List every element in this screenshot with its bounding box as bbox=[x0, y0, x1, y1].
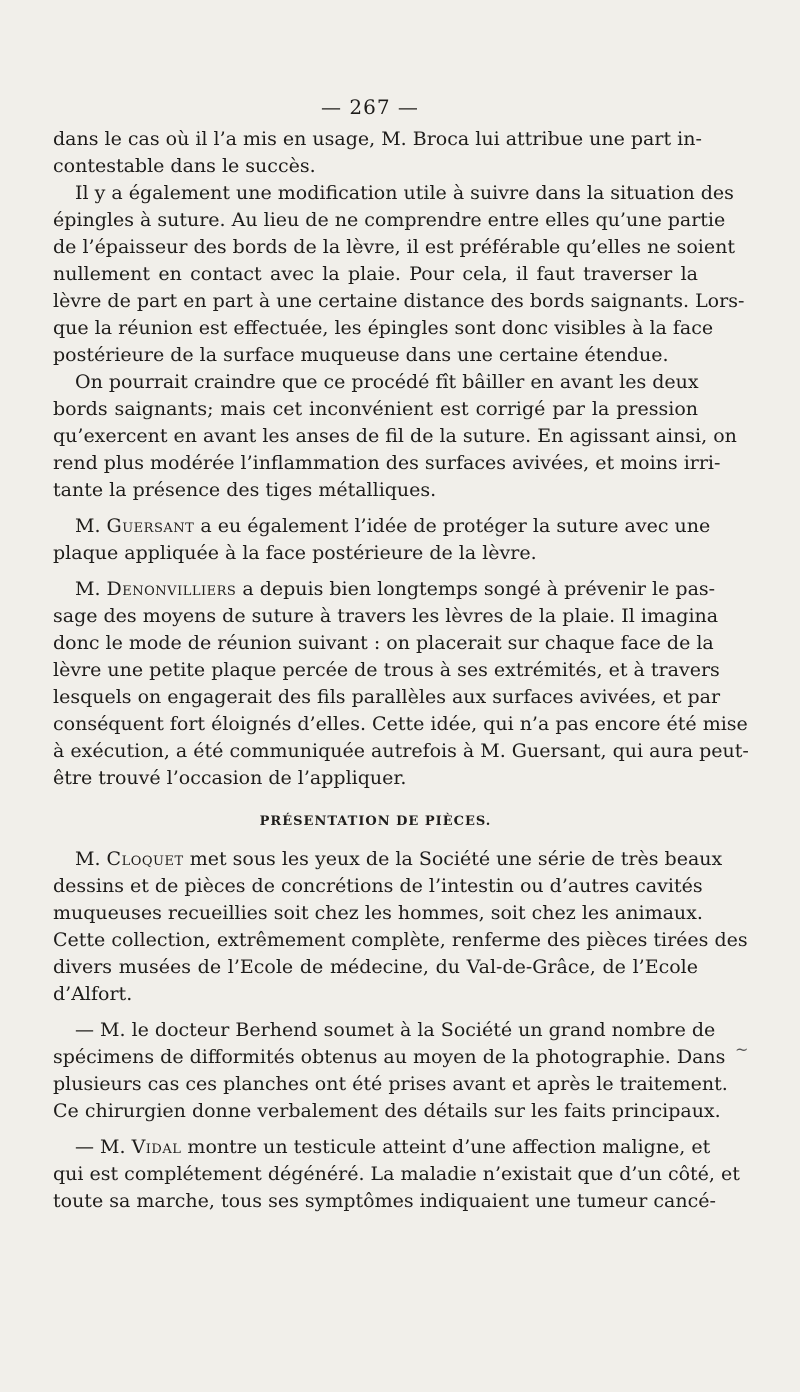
paragraph bbox=[53, 1134, 740, 1215]
text-line: postérieure de la surface muqueuse dans une certaine étendue. bbox=[53, 344, 669, 366]
text-line: lèvre une petite plaque percée de trous à ses extrémités, et à travers bbox=[53, 659, 720, 681]
text-line: conséquent fort éloignés d’elles. Cette idée, qui n’a pas encore été mise bbox=[53, 713, 748, 735]
text-line: qu’exercent en avant les anses de fil de la suture. En agissant ainsi, on bbox=[53, 425, 737, 447]
paragraph bbox=[53, 1017, 728, 1125]
name-prefix: M. bbox=[75, 848, 107, 870]
paragraph bbox=[53, 126, 702, 180]
text-line: sage des moyens de suture à travers les lèvres de la plaie. Il imagina bbox=[53, 605, 719, 627]
line-text: a depuis bien longtemps songé à prévenir le pas- bbox=[236, 578, 716, 600]
person-name: Vidal bbox=[131, 1136, 182, 1158]
text-line: être trouvé l’occasion de l’appliquer. bbox=[53, 767, 407, 789]
name-prefix: M. bbox=[75, 578, 107, 600]
text-line: Cette collection, extrêmement complète, renferme des pièces tirées des bbox=[53, 929, 748, 951]
text-line: spécimens de difformités obtenus au moyen de la photographie. Dans bbox=[53, 1046, 726, 1068]
text-line: d’Alfort. bbox=[53, 983, 133, 1005]
margin-mark: ~ bbox=[735, 1040, 749, 1059]
text-line: lesquels on engagerait des fils parallèles aux surfaces avivées, et par bbox=[53, 686, 721, 708]
page-number: — 267 — bbox=[321, 95, 419, 119]
text-line: à exécution, a été communiquée autrefois à M. Guersant, qui aura peut- bbox=[53, 740, 749, 762]
text-line: qui est complétement dégénéré. La maladie n’existait que d’un côté, et bbox=[53, 1163, 740, 1185]
text-line bbox=[53, 513, 711, 540]
text-line: épingles à suture. Au lieu de ne comprendre entre elles qu’une partie bbox=[53, 209, 726, 231]
text-line bbox=[53, 576, 716, 603]
text-line: muqueuses recueillies soit chez les hommes, soit chez les animaux. bbox=[53, 902, 703, 924]
text-line: lèvre de part en part à une certaine distance des bords saignants. Lors- bbox=[53, 290, 745, 312]
text-line: Il y a également une modification utile à suivre dans la situation des bbox=[75, 182, 734, 204]
text-line bbox=[53, 1134, 711, 1161]
text-line: On pourrait craindre que ce procédé fît bâiller en avant les deux bbox=[75, 371, 699, 393]
line-text: montre un testicule atteint d’une affection maligne, et bbox=[181, 1136, 711, 1158]
text-line: donc le mode de réunion suivant : on placerait sur chaque face de la bbox=[53, 632, 714, 654]
paragraph bbox=[53, 846, 748, 1008]
text-line: Ce chirurgien donne verbalement des détails sur les faits principaux. bbox=[53, 1100, 721, 1122]
text-line: tante la présence des tiges métalliques. bbox=[53, 479, 437, 501]
text-line: rend plus modérée l’inflammation des surfaces avivées, et moins irri- bbox=[53, 452, 721, 474]
paragraph bbox=[53, 369, 737, 504]
text-line: de l’épaisseur des bords de la lèvre, il est préférable qu’elles ne soient bbox=[53, 236, 735, 258]
body-text bbox=[53, 126, 749, 1215]
paragraph bbox=[53, 576, 749, 792]
text-line: dans le cas où il l’a mis en usage, M. Broca lui attribue une part in- bbox=[53, 128, 702, 150]
line-text: a eu également l’idée de protéger la suture avec une bbox=[194, 515, 711, 537]
text-line: toute sa marche, tous ses symptômes indiquaient une tumeur cancé- bbox=[53, 1190, 716, 1212]
text-line: bords saignants; mais cet inconvénient est corrigé par la pression bbox=[53, 398, 698, 420]
name-prefix: — M. bbox=[75, 1136, 132, 1158]
person-name: Guersant bbox=[106, 515, 195, 537]
text-line: contestable dans le succès. bbox=[53, 155, 316, 177]
text-line bbox=[53, 846, 723, 873]
text-line: — M. le docteur Berhend soumet à la Société un grand nombre de bbox=[75, 1019, 716, 1041]
text-line: plaque appliquée à la face postérieure de la lèvre. bbox=[53, 542, 537, 564]
text-line: divers musées de l’Ecole de médecine, du Val-de-Grâce, de l’Ecole bbox=[53, 956, 698, 978]
text-line: plusieurs cas ces planches ont été prises avant et après le traitement. bbox=[53, 1073, 728, 1095]
name-prefix: M. bbox=[75, 515, 107, 537]
person-name: Cloquet bbox=[106, 848, 184, 870]
person-name: Denonvilliers bbox=[106, 578, 237, 600]
line-text: met sous les yeux de la Société une série de très beaux bbox=[183, 848, 723, 870]
paragraph bbox=[53, 513, 711, 567]
paragraph bbox=[53, 180, 745, 369]
text-line: nullement en contact avec la plaie. Pour cela, il faut traverser la bbox=[53, 263, 698, 285]
section-heading: PRÉSENTATION DE PIÈCES. bbox=[259, 814, 492, 829]
text-line: que la réunion est effectuée, les épingles sont donc visibles à la face bbox=[53, 317, 714, 339]
text-line: dessins et de pièces de concrétions de l’intestin ou d’autres cavités bbox=[53, 875, 703, 897]
